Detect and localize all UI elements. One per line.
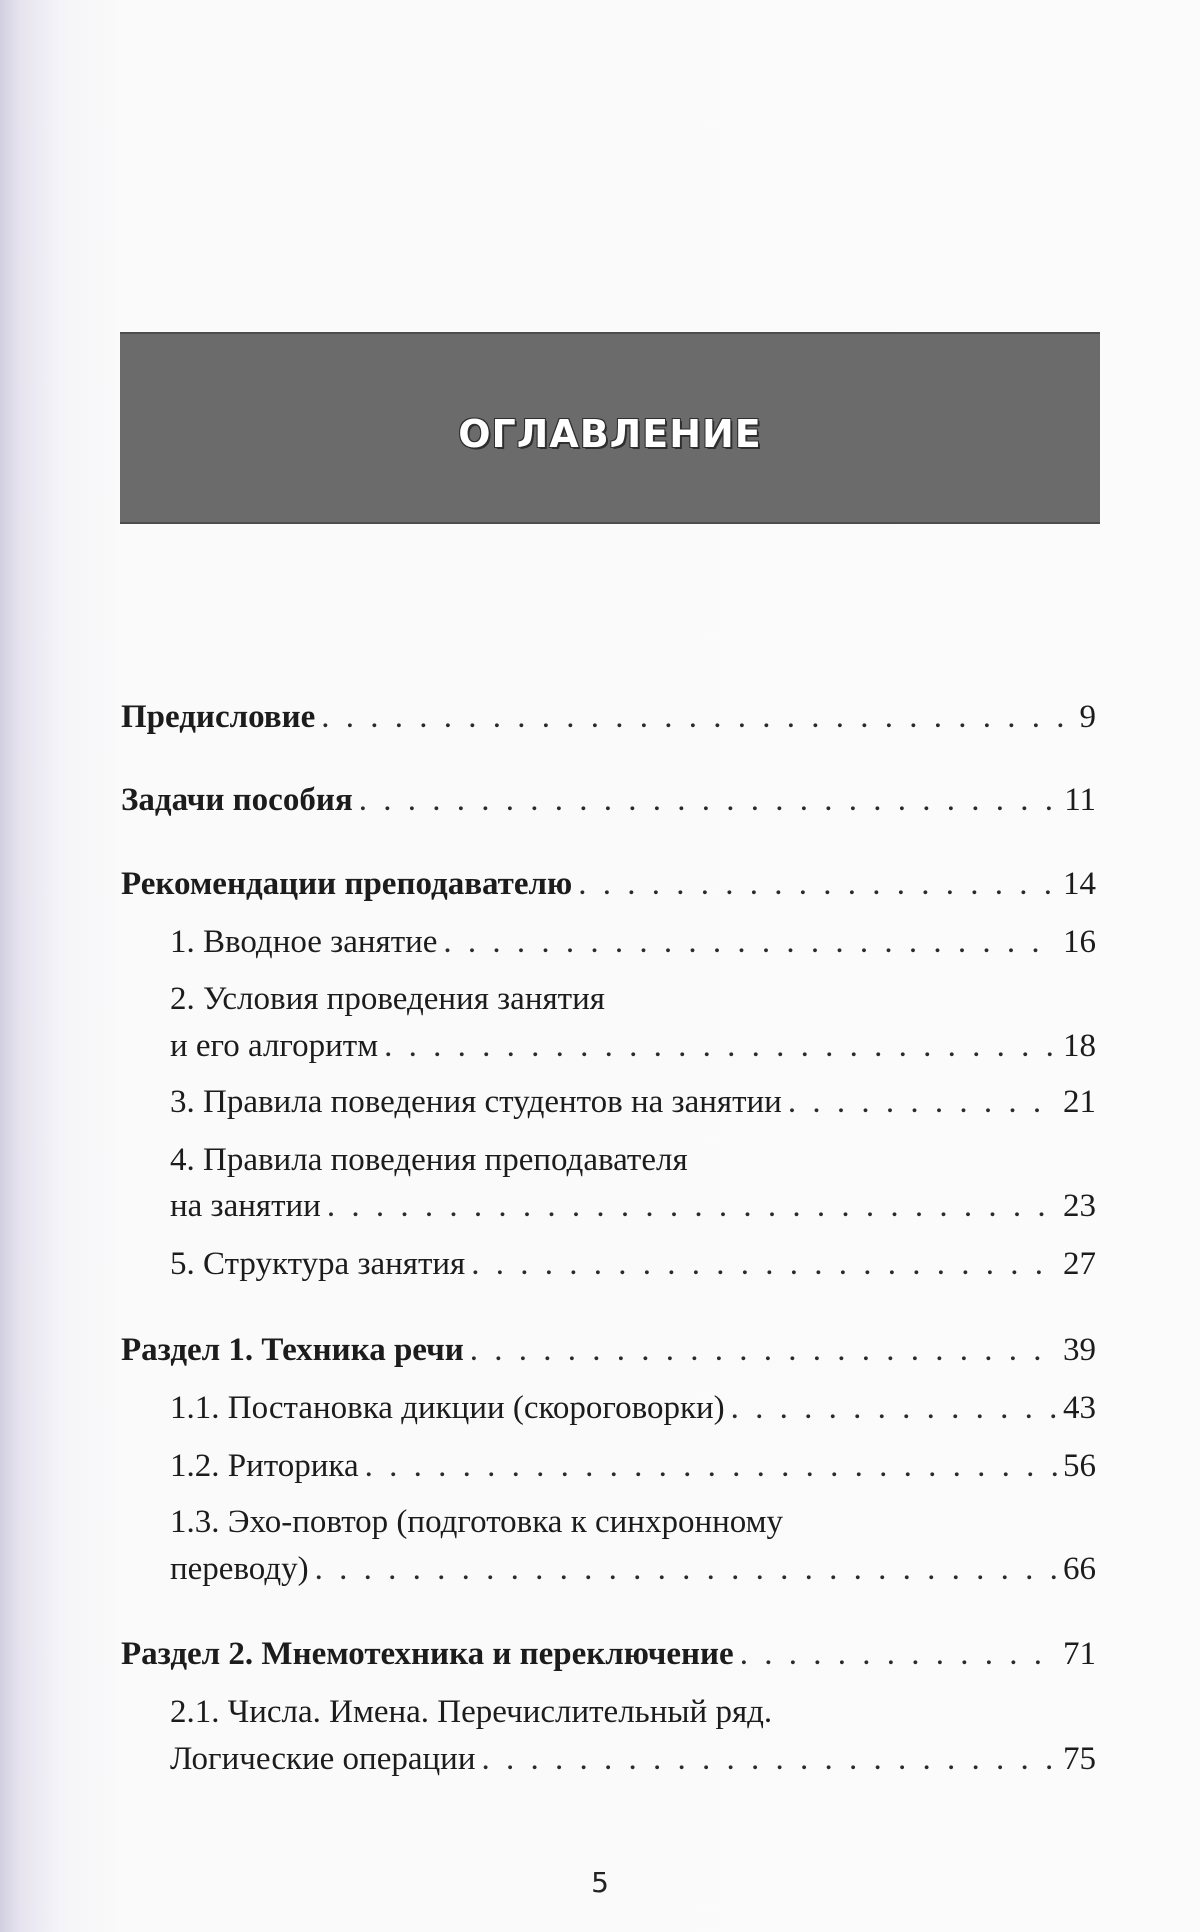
dot-leader	[443, 920, 1057, 964]
toc-entry-label: Предисловие	[121, 699, 316, 735]
toc-entry[interactable]	[121, 695, 1096, 739]
toc-entry-label: переводу)	[170, 1551, 309, 1587]
toc-entry-page: 71	[1063, 1636, 1096, 1672]
toc-entry-label-line1: 4. Правила поведения преподавателя	[170, 1142, 688, 1178]
dot-leader	[578, 862, 1057, 906]
toc-entry-page: 27	[1063, 1246, 1096, 1282]
toc-entry[interactable]	[121, 778, 1096, 822]
dot-leader	[731, 1386, 1057, 1430]
dot-leader	[482, 1737, 1058, 1781]
toc-entry-label: Раздел 2. Мнемотехника и переключение	[121, 1636, 734, 1672]
toc-entry-page: 16	[1063, 924, 1096, 960]
toc-entry-page: 21	[1063, 1084, 1096, 1120]
toc-entry-page: 39	[1063, 1332, 1096, 1368]
toc-entry-label: Рекомендации преподавателю	[121, 866, 573, 902]
dot-leader	[788, 1080, 1057, 1124]
toc-entry-label: и его алгоритм	[170, 1028, 379, 1064]
toc-entry-label-line1: 2. Условия проведения занятия	[170, 981, 605, 1017]
toc-entry-page: 66	[1063, 1551, 1096, 1587]
toc-entry[interactable]	[121, 1328, 1096, 1372]
toc-entry-page: 11	[1064, 782, 1096, 818]
toc-entry-page: 56	[1063, 1448, 1096, 1484]
toc-entry-label: Логические операции	[170, 1741, 476, 1777]
toc-entry[interactable]	[170, 1737, 1096, 1781]
toc-entry-page: 43	[1063, 1390, 1096, 1426]
dot-leader	[384, 1024, 1057, 1068]
dot-leader	[471, 1242, 1057, 1286]
toc-entry-page: 14	[1063, 866, 1096, 902]
dot-leader	[365, 1444, 1057, 1488]
toc-entry-label: Раздел 1. Техника речи	[121, 1332, 464, 1368]
toc-entry-page: 23	[1063, 1188, 1096, 1224]
toc-entry-label: 5. Структура занятия	[170, 1246, 466, 1282]
dot-leader	[327, 1184, 1057, 1228]
toc-entry-page: 75	[1063, 1741, 1096, 1777]
dot-leader	[470, 1328, 1057, 1372]
toc-entry[interactable]	[121, 862, 1096, 906]
dot-leader	[315, 1547, 1057, 1591]
toc-entry-label: 1.2. Риторика	[170, 1448, 359, 1484]
toc-entry-page: 18	[1063, 1028, 1096, 1064]
toc-entry[interactable]	[170, 1184, 1096, 1228]
toc-entry-label-line1: 2.1. Числа. Имена. Перечислительный ряд.	[170, 1694, 773, 1730]
toc-entry[interactable]	[170, 1386, 1096, 1430]
toc-entry[interactable]	[170, 1080, 1096, 1124]
toc-entry-label: Задачи пособия	[121, 782, 353, 818]
page-title: ОГЛАВЛЕНИЕ	[458, 412, 762, 456]
toc-entry[interactable]	[170, 1024, 1096, 1068]
toc-entry-label: 1.1. Постановка дикции (скороговорки)	[170, 1390, 725, 1426]
dot-leader	[359, 778, 1059, 822]
toc-entry[interactable]	[121, 1632, 1096, 1676]
toc-entry-label: 1. Вводное занятие	[170, 924, 438, 960]
dot-leader	[740, 1632, 1057, 1676]
toc-entry-page: 9	[1079, 699, 1096, 735]
toc-entry[interactable]	[170, 920, 1096, 964]
toc-entry-label-line1: 1.3. Эхо-повтор (подготовка к синхронному	[170, 1504, 784, 1540]
toc-entry[interactable]	[170, 1547, 1096, 1591]
toc-entry-label: на занятии	[170, 1188, 321, 1224]
page-number: 5	[591, 1866, 609, 1899]
toc-entry[interactable]	[170, 1242, 1096, 1286]
toc-entry-label: 3. Правила поведения студентов на занятии	[170, 1084, 782, 1120]
toc-entry[interactable]	[170, 1444, 1096, 1488]
dot-leader	[321, 695, 1073, 739]
